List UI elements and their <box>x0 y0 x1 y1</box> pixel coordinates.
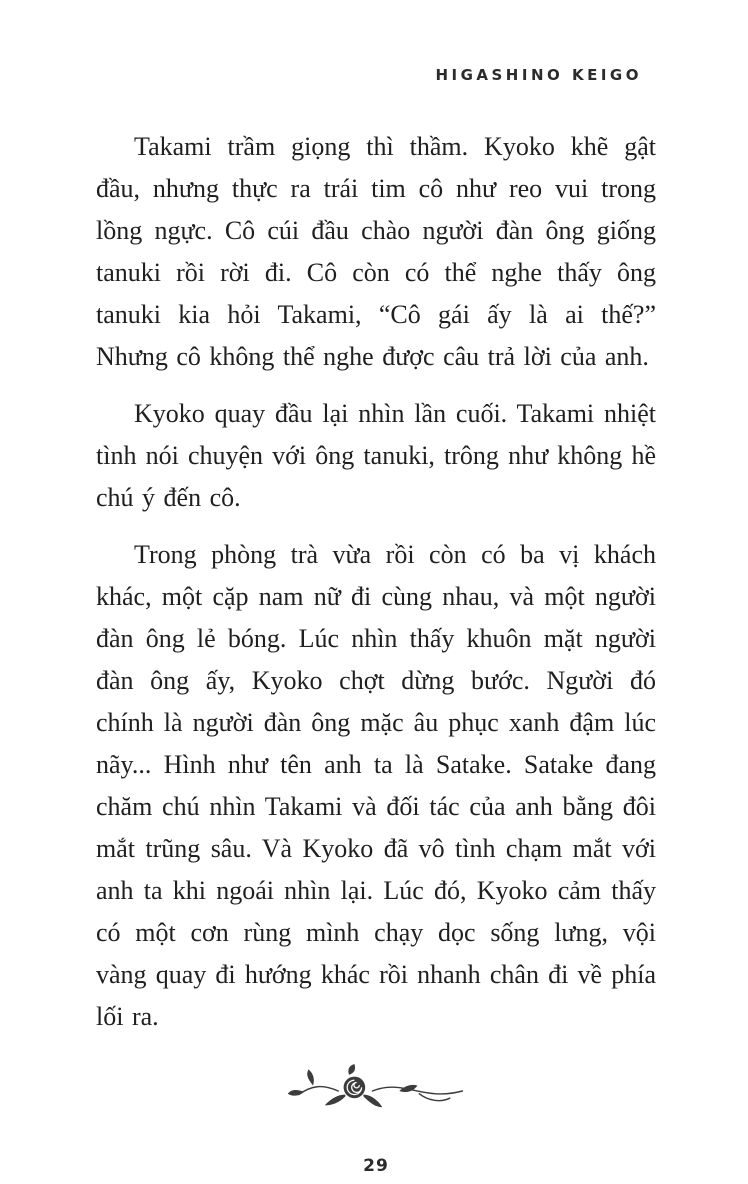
running-header-author: HIGASHINO KEIGO <box>435 66 642 84</box>
body-paragraph: Kyoko quay đầu lại nhìn lần cuối. Takami nhiệt tình nói chuyện với ông tanuki, trông như không hề chú ý đến cô. <box>96 399 656 512</box>
body-paragraph: Takami trầm giọng thì thầm. Kyoko khẽ gật đầu, nhưng thực ra trái tim cô như reo vui trong lồng ngực. Cô cúi đầu chào người đàn ông giống tanuki rồi rời đi. Cô còn có thể nghe thấy ông tanuki kia hỏi Takami, “Cô gái ấy là ai thế?” Nhưng cô không thể nghe được câu trả lời của anh. <box>96 132 656 371</box>
section-break <box>96 1064 656 1118</box>
body-paragraph: Trong phòng trà vừa rồi còn có ba vị khách khác, một cặp nam nữ đi cùng nhau, và một người đàn ông lẻ bóng. Lúc nhìn thấy khuôn mặt người đàn ông ấy, Kyoko chợt dừng bước. Người đó chính là người đàn ông mặc âu phục xanh đậm lúc nãy... Hình như tên anh ta là Satake. Satake đang chăm chú nhìn Takami và đối tác của anh bằng đôi mắt trũng sâu. Và Kyoko đã vô tình chạm mắt với anh ta khi ngoái nhìn lại. Lúc đó, Kyoko cảm thấy có một cơn rùng mình chạy dọc sống lưng, vội vàng quay đi hướng khác rồi nhanh chân đi về phía lối ra. <box>96 540 656 1031</box>
body-text <box>96 126 656 1038</box>
page-number: 29 <box>363 1156 389 1176</box>
rose-flourish-icon <box>286 1082 466 1099</box>
